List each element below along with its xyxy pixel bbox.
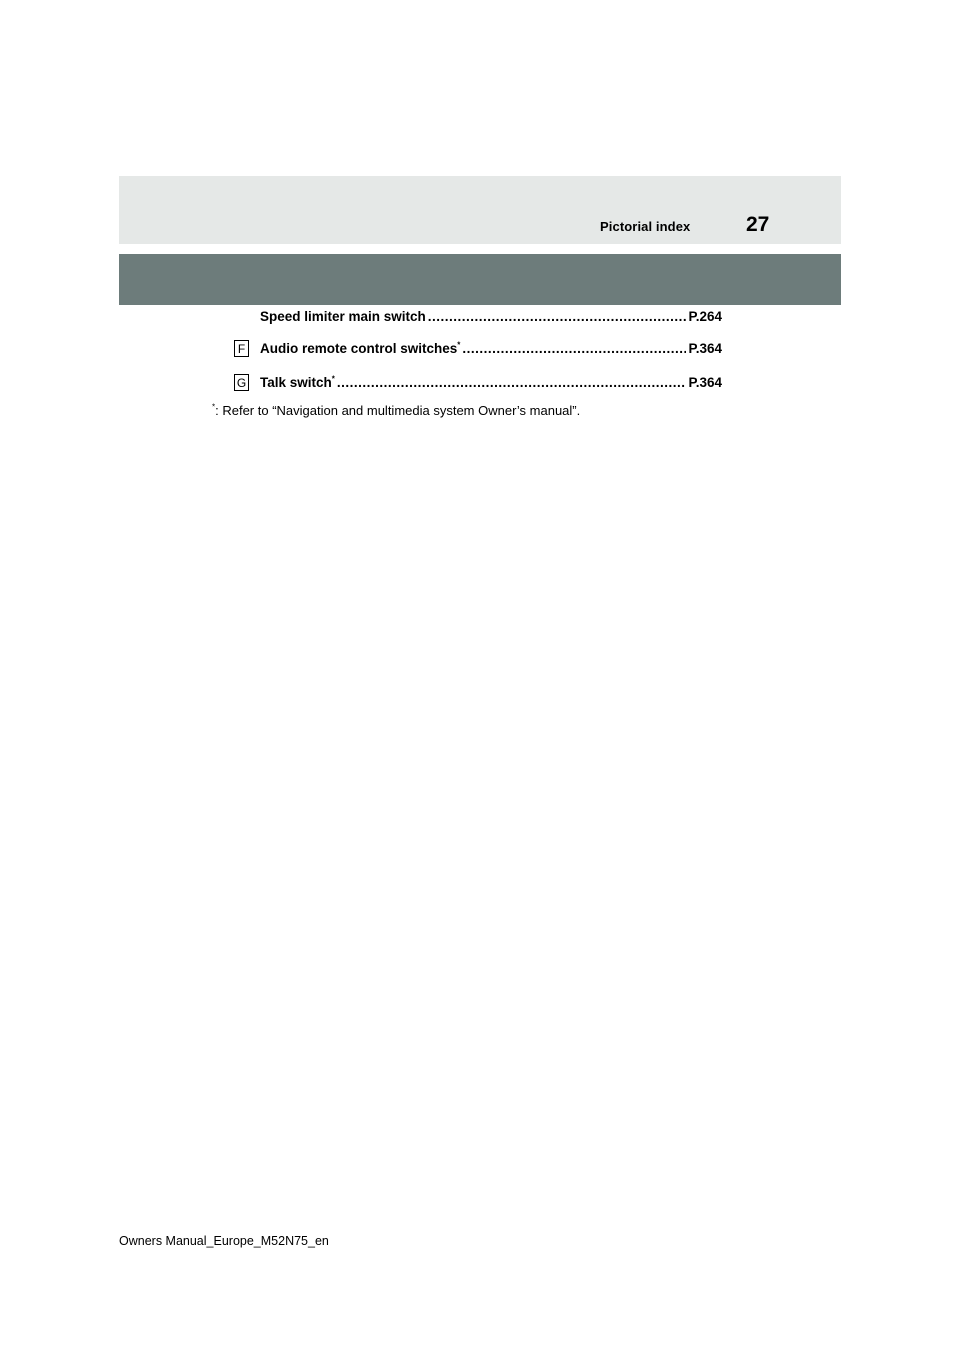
entry-label: Talk switch* — [260, 374, 335, 390]
marker-g: G — [234, 374, 249, 391]
entry-label: Speed limiter main switch — [260, 309, 426, 324]
footnote — [212, 403, 580, 418]
asterisk-mark: * — [331, 374, 335, 384]
entry-label: Audio remote control switches* — [260, 340, 461, 356]
page-reference-link[interactable]: P.264 — [688, 309, 722, 324]
section-title: Pictorial index — [600, 219, 691, 234]
marker-f: F — [234, 340, 249, 357]
section-banner — [119, 254, 841, 305]
asterisk-mark: * — [457, 340, 461, 350]
leader-dots — [462, 341, 686, 356]
leader-dots — [337, 375, 687, 390]
header-band — [119, 176, 841, 244]
index-entry-talk-switch — [260, 375, 722, 395]
page-reference-link[interactable]: P.364 — [688, 341, 722, 356]
page-reference-link[interactable]: P.364 — [688, 375, 722, 390]
page-number: 27 — [746, 213, 770, 236]
footnote-text: : Refer to “Navigation and multimedia system Owner’s manual”. — [215, 403, 581, 418]
index-entry-audio-remote-control — [260, 341, 722, 361]
footer-manual-id: Owners Manual_Europe_M52N75_en — [119, 1234, 329, 1248]
leader-dots — [428, 309, 687, 324]
footnote-asterisk: * — [212, 402, 216, 412]
index-entry-speed-limiter — [260, 309, 722, 329]
